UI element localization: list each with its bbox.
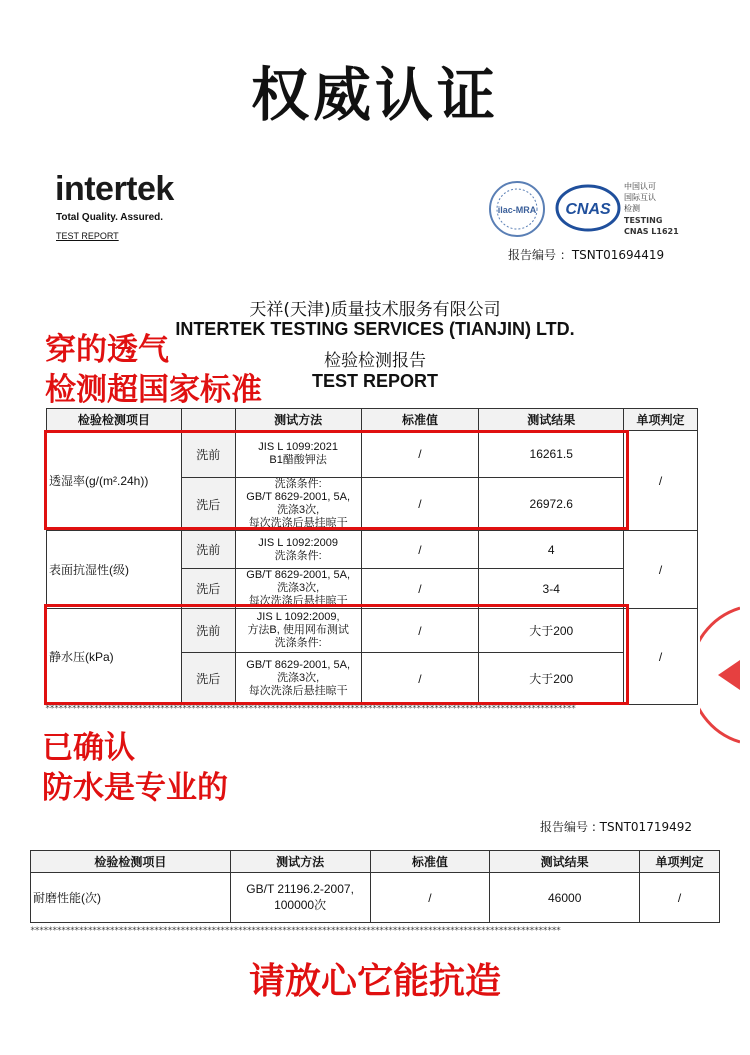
method-cell: JIS L 1092:2009 洗涤条件: [235, 531, 361, 569]
col-header-method: 测试方法 [230, 851, 370, 873]
test-results-table-2 [30, 850, 720, 923]
page-title: 权威认证 [250, 61, 499, 129]
judge-cell: / [624, 609, 698, 705]
method-cell: GB/T 21196.2-2007, 100000次 [230, 873, 370, 923]
col-header-method: 测试方法 [235, 409, 361, 431]
item-cell: 静水压(kPa) [47, 609, 182, 705]
method-cell: 洗涤条件: GB/T 8629-2001, 5A, 洗涤3次, 每次洗涤后悬挂晾干 [235, 478, 361, 531]
ilac-mra-seal-icon [488, 180, 546, 238]
result-cell: 46000 [490, 873, 640, 923]
method-cell: GB/T 8629-2001, 5A, 洗涤3次, 每次洗涤后悬挂晾干 [235, 653, 361, 705]
col-header-std: 标准值 [370, 851, 490, 873]
std-cell: / [361, 653, 479, 705]
separator-stars: ************************************************************************************************************************ [45, 704, 576, 714]
cnas-line-3: 检测 [624, 204, 640, 213]
cnas-line-1: 中国认可 [624, 182, 656, 191]
result-cell: 4 [479, 531, 624, 569]
company-name-en: INTERTEK TESTING SERVICES (TIANJIN) LTD. [175, 319, 575, 339]
sub-cell: 洗前 [181, 609, 235, 653]
company-name-cn: 天祥(天津)质量技术服务有限公司 [249, 300, 501, 320]
item-cell: 耐磨性能(次) [31, 873, 231, 923]
red-stamp-icon [700, 600, 740, 750]
overlay-caption-2: 已确认 防水是专业的 [42, 730, 228, 806]
sub-cell: 洗前 [181, 431, 235, 478]
col-header-result: 测试结果 [479, 409, 624, 431]
table-row [47, 531, 698, 569]
report-title-cn: 检验检测报告 [324, 351, 426, 371]
judge-cell: / [624, 531, 698, 609]
sub-cell: 洗后 [181, 478, 235, 531]
col-header-item: 检验检测项目 [47, 409, 182, 431]
std-cell: / [361, 609, 479, 653]
method-cell: JIS L 1099:2021 B1醋酸钾法 [235, 431, 361, 478]
sub-cell: 洗前 [181, 531, 235, 569]
result-cell: 26972.6 [479, 478, 624, 531]
cnas-logo-icon [555, 183, 621, 233]
col-header-judge: 单项判定 [640, 851, 720, 873]
std-cell: / [361, 569, 479, 609]
result-cell: 大于200 [479, 609, 624, 653]
method-cell: GB/T 8629-2001, 5A, 洗涤3次, 每次洗涤后悬挂晾干 [235, 569, 361, 609]
report-number-1: 报告编号 ：TSNT01694419 [508, 248, 665, 262]
sub-cell: 洗后 [181, 569, 235, 609]
cnas-label: CNAS [565, 201, 611, 218]
item-cell: 透湿率(g/(m².24h)) [47, 431, 182, 531]
ilac-label: ilac-MRA [497, 205, 537, 215]
result-cell: 3-4 [479, 569, 624, 609]
highlight-box [44, 430, 629, 530]
cnas-line-4: TESTING [624, 216, 663, 225]
col-header-judge: 单项判定 [624, 409, 698, 431]
report-number-2: 报告编号 : TSNT01719492 [540, 820, 693, 834]
intertek-logo: intertek [55, 170, 174, 208]
report-title-en: TEST REPORT [311, 371, 438, 391]
judge-cell: / [640, 873, 720, 923]
cnas-line-2: 国际互认 [624, 193, 656, 202]
item-cell: 表面抗湿性(级) [47, 531, 182, 609]
col-header-result: 测试结果 [490, 851, 640, 873]
overlay-caption-1: 穿的透气 检测超国家标准 [45, 332, 262, 408]
judge-cell: / [624, 431, 698, 531]
result-cell: 16261.5 [479, 431, 624, 478]
std-cell: / [370, 873, 490, 923]
sub-cell: 洗后 [181, 653, 235, 705]
separator-stars: ************************************************************************************************************************ [30, 926, 561, 936]
col-header-item: 检验检测项目 [31, 851, 231, 873]
method-cell: JIS L 1092:2009, 方法B, 使用网布测试 洗涤条件: [235, 609, 361, 653]
highlight-box [44, 604, 629, 705]
cnas-line-5: CNAS L1621 [624, 227, 679, 236]
col-header-std: 标准值 [361, 409, 479, 431]
logo-test-report-label: TEST REPORT [56, 231, 119, 241]
logo-tagline: Total Quality. Assured. [56, 212, 164, 223]
result-cell: 大于200 [479, 653, 624, 705]
std-cell: / [361, 431, 479, 478]
std-cell: / [361, 531, 479, 569]
std-cell: / [361, 478, 479, 531]
bottom-tagline: 请放心它能抗造 [248, 961, 501, 1002]
table-row [31, 873, 720, 923]
